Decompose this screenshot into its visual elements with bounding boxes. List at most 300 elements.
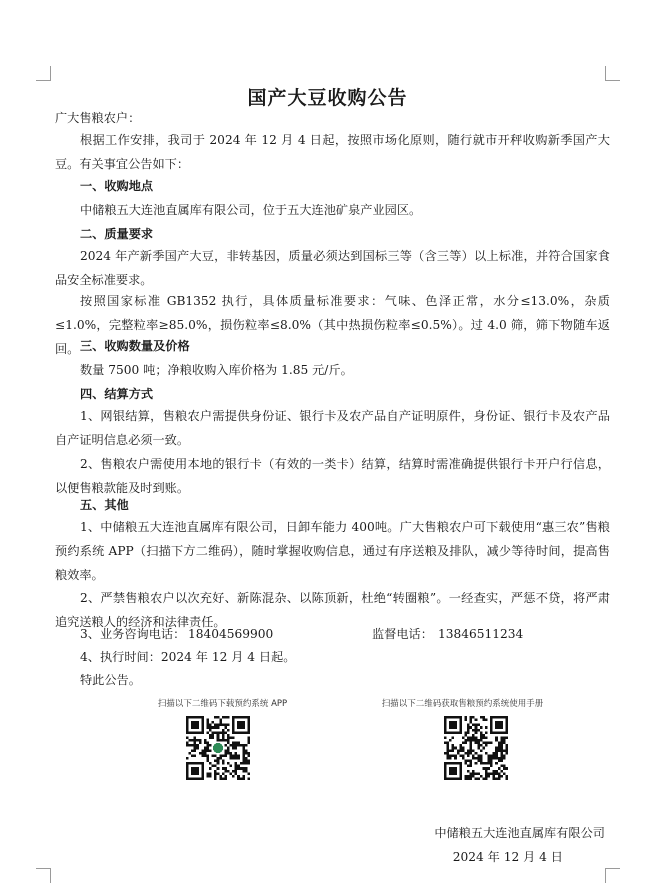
qr-module	[222, 731, 225, 734]
qr-module	[482, 747, 485, 750]
qr-module	[482, 734, 485, 737]
qr-module	[475, 762, 478, 765]
qr-module	[493, 777, 496, 780]
qr-module	[464, 762, 467, 765]
qr-module	[247, 777, 250, 780]
qr-module	[247, 762, 250, 765]
qr-module	[214, 775, 217, 778]
qr-module	[452, 749, 455, 752]
qr-module	[495, 749, 498, 752]
qr-module	[482, 762, 485, 765]
qr-module	[235, 742, 238, 745]
qr-module	[214, 772, 217, 775]
qr-module	[194, 742, 197, 745]
qr-module	[485, 762, 488, 765]
qr-module	[462, 736, 465, 739]
qr-module	[217, 724, 220, 727]
qr-module	[222, 739, 225, 742]
qr-module	[206, 742, 209, 745]
qr-module	[444, 752, 447, 755]
qr-module	[472, 734, 475, 737]
qr-module	[201, 752, 204, 755]
qr-module	[224, 775, 227, 778]
qr-module	[232, 744, 235, 747]
qr-module	[201, 754, 204, 757]
qr-module	[472, 770, 475, 773]
qr-module	[449, 757, 452, 760]
qr-module	[500, 754, 503, 757]
qr-module	[194, 744, 197, 747]
qr-module	[242, 747, 245, 750]
qr-module	[480, 716, 483, 719]
qr-module	[245, 762, 248, 765]
qr-module	[209, 749, 212, 752]
qr-module	[235, 767, 238, 770]
qr-module	[503, 749, 506, 752]
qr-module	[227, 749, 230, 752]
qr-module	[240, 762, 243, 765]
qr-module	[209, 775, 212, 778]
qr-module	[199, 752, 202, 755]
qr-module	[505, 744, 508, 747]
qr-module	[224, 731, 227, 734]
qr-module	[222, 736, 225, 739]
section-heading-quantity: 三、收购数量及价格	[80, 339, 190, 353]
qr-module	[493, 754, 496, 757]
qr-module	[495, 739, 498, 742]
qr-module	[222, 724, 225, 727]
qr-module	[201, 749, 204, 752]
qr-module	[219, 721, 222, 724]
qr-module	[447, 744, 450, 747]
qr-module	[472, 754, 475, 757]
qr-module	[206, 754, 209, 757]
qr-module	[242, 760, 245, 763]
closing-text: 特此公告。	[80, 673, 141, 687]
qr-module	[240, 767, 243, 770]
qr-module	[475, 757, 478, 760]
qr-module	[230, 757, 233, 760]
qr-module	[470, 744, 473, 747]
qr-module	[227, 739, 230, 742]
qr-module	[237, 744, 240, 747]
qr-module	[449, 739, 452, 742]
qr-module	[247, 742, 250, 745]
qr-module	[482, 719, 485, 722]
qr-module	[485, 744, 488, 747]
section-heading-location: 一、收购地点	[80, 179, 154, 193]
qr-module	[242, 757, 245, 760]
qr-module	[209, 736, 212, 739]
qr-module	[470, 775, 473, 778]
qr-module	[206, 747, 209, 750]
qr-module	[212, 765, 215, 768]
qr-module	[217, 734, 220, 737]
qr-module	[493, 770, 496, 773]
qr-module	[503, 754, 506, 757]
qr-module	[490, 757, 493, 760]
qr-module	[500, 742, 503, 745]
qr-finder-pattern	[191, 767, 199, 775]
qr-module	[500, 765, 503, 768]
qr-module	[186, 757, 189, 760]
supervise-phone-number: 13846511234	[438, 627, 524, 641]
qr-module	[459, 744, 462, 747]
qr-module	[235, 752, 238, 755]
qr-module	[247, 752, 250, 755]
qr-module	[477, 777, 480, 780]
manual-qr-code[interactable]	[444, 716, 508, 780]
qr-module	[498, 749, 501, 752]
qr-module	[447, 754, 450, 757]
qr-module	[194, 739, 197, 742]
qr-module	[222, 729, 225, 732]
qr-module	[189, 752, 192, 755]
qr-module	[227, 747, 230, 750]
qr-module	[217, 716, 220, 719]
qr-module	[467, 754, 470, 757]
qr-module	[495, 754, 498, 757]
qr-module	[237, 754, 240, 757]
qr-module	[467, 760, 470, 763]
intro-paragraph: 根据工作安排，我司于 2024 年 12 月 4 日起，按照市场化原则，随行就市开秤收购新季国产大豆。有关事宜公告如下：	[55, 133, 610, 171]
qr-module	[224, 739, 227, 742]
qr-module	[464, 742, 467, 745]
qr-module	[467, 775, 470, 778]
signature-date: 2024 年 12 月 4 日	[452, 850, 563, 864]
qr-module	[485, 772, 488, 775]
qr-module	[462, 747, 465, 750]
qr-module	[189, 744, 192, 747]
qr-module	[217, 731, 220, 734]
qr-module	[472, 716, 475, 719]
qr-module	[475, 729, 478, 732]
qr-module	[472, 739, 475, 742]
qr-module	[477, 744, 480, 747]
qr-module	[490, 762, 493, 765]
qr-module	[452, 754, 455, 757]
qr-module	[196, 744, 199, 747]
qr-module	[245, 767, 248, 770]
qr-module	[498, 775, 501, 778]
qr-module	[485, 752, 488, 755]
qr-module	[464, 777, 467, 780]
qr-module	[472, 724, 475, 727]
page-title: 国产大豆收购公告	[247, 87, 408, 109]
qr-module	[490, 754, 493, 757]
qr-module	[495, 762, 498, 765]
qr-module	[475, 742, 478, 745]
qr-module	[475, 752, 478, 755]
qr-module	[472, 775, 475, 778]
qr-module	[224, 749, 227, 752]
qr-module	[493, 752, 496, 755]
qr-module	[477, 724, 480, 727]
qr-module	[227, 752, 230, 755]
qr-right-caption: 扫描以下二维码获取售粮预约系统使用手册	[381, 699, 544, 709]
qr-module	[470, 752, 473, 755]
qr-module	[237, 777, 240, 780]
qr-module	[467, 731, 470, 734]
qr-module	[212, 731, 215, 734]
qr-module	[482, 736, 485, 739]
qr-module	[464, 734, 467, 737]
qr-module	[237, 742, 240, 745]
qr-module	[232, 757, 235, 760]
qr-module	[454, 747, 457, 750]
qr-module	[214, 777, 217, 780]
qr-module	[459, 754, 462, 757]
qr-module	[214, 731, 217, 734]
qr-module	[505, 752, 508, 755]
qr-module	[447, 752, 450, 755]
qr-module	[235, 770, 238, 773]
qr-module	[454, 754, 457, 757]
qr-module	[475, 736, 478, 739]
qr-module	[219, 777, 222, 780]
qr-module	[467, 770, 470, 773]
qr-module	[237, 767, 240, 770]
qr-module	[206, 757, 209, 760]
qr-left-caption: 扫描以下二维码下载预约系统 APP	[157, 699, 288, 709]
qr-module	[232, 747, 235, 750]
qr-module	[505, 747, 508, 750]
qr-module	[186, 736, 189, 739]
qr-module	[209, 729, 212, 732]
qr-module	[227, 734, 230, 737]
qr-module	[224, 770, 227, 773]
qr-module	[444, 742, 447, 745]
qr-module	[490, 760, 493, 763]
qr-module	[242, 762, 245, 765]
qr-module	[214, 726, 217, 729]
qr-module	[500, 752, 503, 755]
qr-module	[245, 770, 248, 773]
qr-module	[462, 749, 465, 752]
qr-module	[209, 724, 212, 727]
qr-module	[247, 772, 250, 775]
settlement-paragraph-1: 1、网银结算，售粮农户需提供身份证、银行卡及农产品自产证明原件，身份证、银行卡及农产品自产证明信息必须一致。	[55, 409, 610, 447]
qr-module	[219, 739, 222, 742]
qr-module	[217, 736, 220, 739]
qr-module	[464, 775, 467, 778]
qr-module	[495, 777, 498, 780]
qr-module	[230, 744, 233, 747]
qr-module	[224, 726, 227, 729]
qr-module	[245, 757, 248, 760]
qr-module	[189, 739, 192, 742]
qr-module	[485, 731, 488, 734]
qr-module	[472, 772, 475, 775]
qr-module	[488, 760, 491, 763]
qr-module	[493, 772, 496, 775]
qr-module	[488, 772, 491, 775]
quality-paragraph-2: 按照国家标准 GB1352 执行，具体质量标准要求：气味、色泽正常，水分≤13.0%，杂质≤1.0%，完整粒率≥85.0%，损伤粒率≤8.0%（其中热损伤粒率≤0.5%）。过 4.0 筛，筛下物随车返回。	[55, 294, 610, 356]
qr-module	[217, 726, 220, 729]
qr-module	[500, 757, 503, 760]
qr-module	[191, 744, 194, 747]
qr-module	[470, 747, 473, 750]
qr-module	[222, 762, 225, 765]
qr-module	[206, 760, 209, 763]
qr-module	[222, 754, 225, 757]
qr-module	[217, 757, 220, 760]
qr-module	[480, 739, 483, 742]
location-text: 中储粮五大连池直属库有限公司，位于五大连池矿泉产业园区。	[80, 203, 422, 217]
section-heading-other: 五、其他	[80, 498, 129, 512]
qr-module	[462, 754, 465, 757]
qr-module	[485, 726, 488, 729]
signature-company: 中储粮五大连池直属库有限公司	[434, 826, 605, 840]
qr-finder-pattern	[449, 721, 457, 729]
qr-module	[505, 749, 508, 752]
qr-module	[462, 742, 465, 745]
qr-module	[477, 729, 480, 732]
qr-module	[235, 762, 238, 765]
qr-module	[470, 762, 473, 765]
qr-module	[470, 760, 473, 763]
qr-module	[495, 770, 498, 773]
qr-module	[222, 734, 225, 737]
qr-module	[222, 716, 225, 719]
qr-module	[196, 747, 199, 750]
qr-module	[490, 765, 493, 768]
qr-module	[230, 754, 233, 757]
qr-module	[219, 754, 222, 757]
qr-module	[224, 767, 227, 770]
qr-module	[224, 752, 227, 755]
qr-module	[482, 767, 485, 770]
qr-module	[452, 744, 455, 747]
qr-module	[477, 760, 480, 763]
qr-module	[464, 739, 467, 742]
qr-module	[467, 739, 470, 742]
qr-module	[477, 754, 480, 757]
qr-module	[444, 736, 447, 739]
qr-module	[206, 744, 209, 747]
qr-module	[194, 747, 197, 750]
qr-module	[209, 767, 212, 770]
qr-module	[212, 736, 215, 739]
qr-module	[242, 744, 245, 747]
qr-module	[454, 757, 457, 760]
qr-module	[242, 752, 245, 755]
qr-module	[475, 724, 478, 727]
qr-module	[470, 721, 473, 724]
qr-module	[449, 754, 452, 757]
qr-module	[482, 777, 485, 780]
qr-module	[212, 721, 215, 724]
qr-module	[242, 777, 245, 780]
qr-module	[505, 775, 508, 778]
qr-module	[482, 742, 485, 745]
qr-module	[209, 772, 212, 775]
qr-module	[230, 765, 233, 768]
qr-module	[470, 716, 473, 719]
qr-module	[500, 736, 503, 739]
qr-module	[485, 777, 488, 780]
qr-module	[204, 749, 207, 752]
qr-module	[480, 754, 483, 757]
qr-module	[447, 747, 450, 750]
qr-module	[206, 749, 209, 752]
qr-module	[224, 724, 227, 727]
qr-module	[470, 777, 473, 780]
qr-module	[452, 747, 455, 750]
company-logo-icon	[213, 743, 223, 753]
qr-module	[467, 729, 470, 732]
qr-module	[490, 742, 493, 745]
qr-module	[199, 742, 202, 745]
qr-module	[500, 760, 503, 763]
qr-module	[206, 731, 209, 734]
qr-module	[245, 744, 248, 747]
qr-module	[475, 772, 478, 775]
qr-module	[222, 772, 225, 775]
qr-module	[235, 757, 238, 760]
crop-mark-bottom-left	[36, 868, 51, 883]
qr-module	[209, 744, 212, 747]
qr-module	[237, 757, 240, 760]
crop-mark-top-right	[605, 66, 620, 81]
qr-module	[493, 775, 496, 778]
qr-module	[500, 747, 503, 750]
qr-module	[464, 719, 467, 722]
qr-module	[495, 752, 498, 755]
qr-module	[480, 749, 483, 752]
qr-module	[503, 767, 506, 770]
qr-module	[457, 749, 460, 752]
qr-module	[214, 716, 217, 719]
qr-module	[240, 744, 243, 747]
qr-module	[482, 716, 485, 719]
qr-module	[464, 760, 467, 763]
qr-module	[467, 749, 470, 752]
qr-module	[227, 736, 230, 739]
qr-module	[449, 749, 452, 752]
qr-module	[214, 770, 217, 773]
qr-module	[227, 770, 230, 773]
qr-module	[217, 739, 220, 742]
qr-module	[194, 749, 197, 752]
qr-module	[230, 772, 233, 775]
qr-module	[232, 775, 235, 778]
qr-module	[217, 772, 220, 775]
qr-module	[488, 775, 491, 778]
qr-module	[209, 762, 212, 765]
qr-module	[500, 775, 503, 778]
qr-module	[470, 739, 473, 742]
qr-module	[237, 765, 240, 768]
qr-module	[219, 775, 222, 778]
qr-module	[219, 731, 222, 734]
qr-module	[488, 742, 491, 745]
qr-module	[475, 726, 478, 729]
qr-module	[498, 757, 501, 760]
qr-module	[472, 729, 475, 732]
supervise-phone-label: 监督电话：	[372, 627, 433, 641]
qr-module	[206, 772, 209, 775]
qr-module	[488, 767, 491, 770]
qr-module	[194, 736, 197, 739]
app-download-qr-code[interactable]	[186, 716, 250, 780]
qr-module	[459, 749, 462, 752]
qr-module	[467, 736, 470, 739]
qr-module	[227, 742, 230, 745]
qr-module	[503, 765, 506, 768]
qr-module	[475, 777, 478, 780]
qr-module	[503, 772, 506, 775]
